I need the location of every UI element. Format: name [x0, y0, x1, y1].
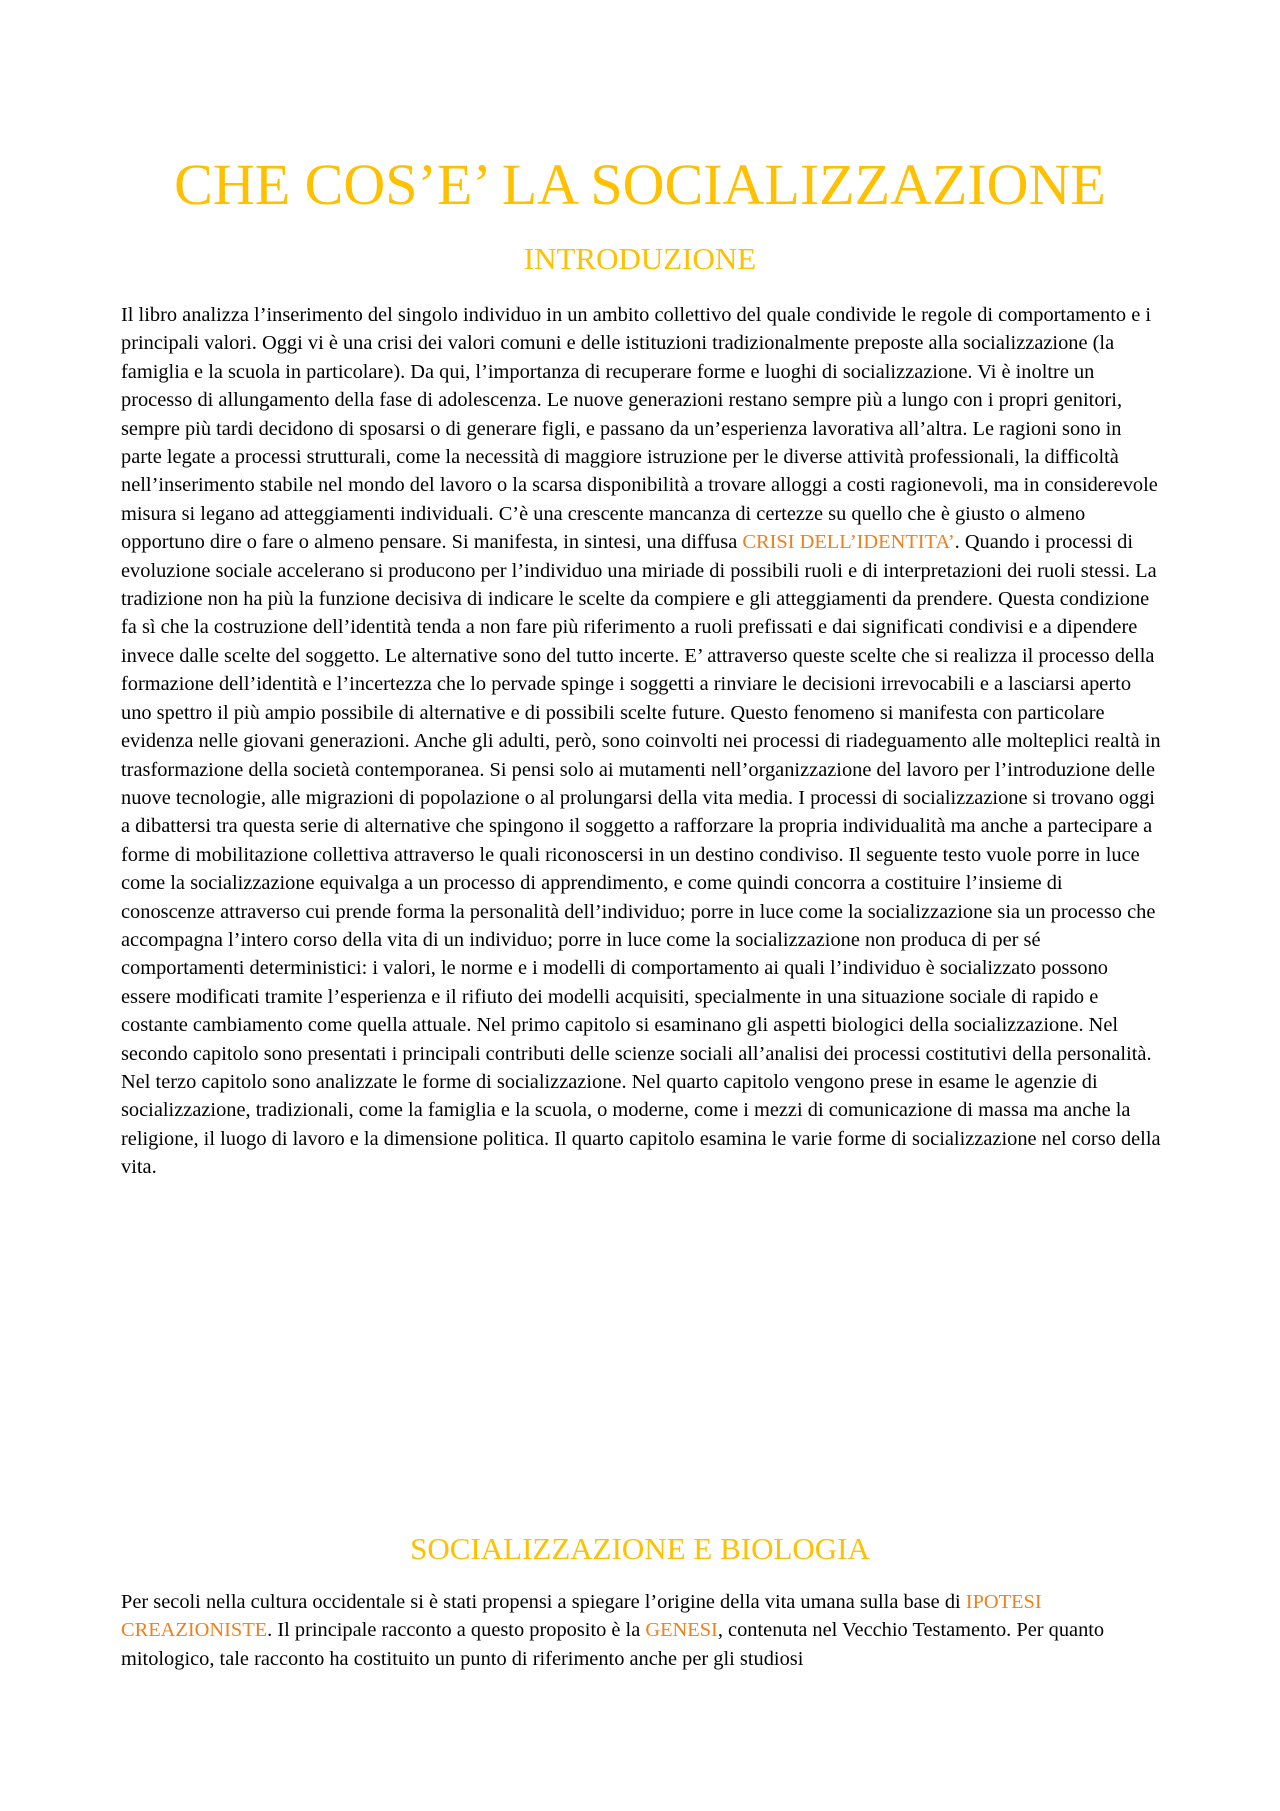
document-title: CHE COS’E’ LA SOCIALIZZAZIONE [174, 152, 1106, 217]
biology-text-part-1: Per secoli nella cultura occidentale si è stati propensi a spiegare l’origine della vita umana sulla base di [121, 1591, 966, 1613]
introduction-text-part-1: Il libro analizza l’inserimento del singolo individuo in un ambito collettivo del quale condivide le regole di comportamento e i principali valori. Oggi vi è una crisi dei valori comuni e delle istituzioni tradizionalmente preposte alla socializzazione (la famiglia e la scuola in particolare). Da qui, l’importanza di recuperare forme e luoghi di socializzazione. Vi è inoltre un processo di allungamento della fase di adolescenza. Le nuove generazioni restano sempre più a lungo con i propri genitori, sempre più tardi decidono di sposarsi o di generare figli, e passano da un’esperienza lavorativa all’altra. Le ragioni sono in parte legate a processi strutturali, come la necessità di maggiore istruzione per le diverse attività professionali, la difficoltà nell’inserimento stabile nel mondo del lavoro o la scarsa disponibilità a trovare alloggi a costi ragionevoli, ma in considerevole misura si legano ad atteggiamenti individuali. C’è una crescente mancanza di certezze su quello che è giusto o almeno opportuno dire o fare o almeno pensare. Si manifesta, in sintesi, una diffusa [121, 304, 1158, 554]
introduction-paragraph [121, 301, 1161, 1182]
highlight-ipotesi-creazioniste: IPOTESI CREAZIONISTE [121, 1591, 1042, 1642]
introduction-text-part-2: . Quando i processi di evoluzione sociale accelerano si producono per l’individuo una miriade di possibili ruoli e di interpretazioni dei ruoli stessi. La tradizione non ha più la funzione decisiva di indicare le scelte da compiere e gli atteggiamenti da prendere. Questa condizione fa sì che la costruzione dell’identità tenda a non fare più riferimento a ruoli prefissati e dai significati condivisi e a dipendere invece dalle scelte del soggetto. Le alternative sono del tutto incerte. E’ attraverso queste scelte che si realizza il processo della formazione dell’identità e l’incertezza che lo pervade spinge i soggetti a rinviare le decisioni irrevocabili e a lasciarsi aperto uno spettro il più ampio possibile di alternative e di possibili scelte future. Questo fenomeno si manifesta con particolare evidenza nelle giovani generazioni. Anche gli adulti, però, sono coinvolti nei processi di riadeguamento alle molteplici realtà in trasformazione della società contemporanea. Si pensi solo ai mutamenti nell’organizzazione del lavoro per l’introduzione delle nuove tecnologie, alle migrazioni di popolazione o al prolungarsi della vita media. I processi di socializzazione si trovano oggi a dibattersi tra questa serie di alternative che spingono il soggetto a rafforzare la propria individualità ma anche a partecipare a forme di mobilitazione collettiva attraverso le quali riconoscersi in un destino condiviso. Il seguente testo vuole porre in luce come la socializzazione equivalga a un processo di apprendimento, e come quindi concorra a costituire l’insieme di conoscenze attraverso cui prende forma la personalità dell’individuo; porre in luce come la socializzazione sia un processo che accompagna l’intero corso della vita di un individuo; porre in luce come la socializzazione non produca di per sé comportamenti deterministici: i valori, le norme e i modelli di comportamento ai quali l’individuo è socializzato possono essere modificati tramite l’esperienza e il rifiuto dei modelli acquisiti, specialmente in una situazione sociale di rapido e costante cambiamento come quella attuale. Nel primo capitolo si esaminano gli aspetti biologici della socializzazione. Nel secondo capitolo sono presentati i principali contributi delle scienze sociali all’analisi dei processi costitutivi della personalità. Nel terzo capitolo sono analizzate le forme di socializzazione. Nel quarto capitolo vengono prese in esame le agenzie di socializzazione, tradizionali, come la famiglia e la scuola, o moderne, come i mezzi di comunicazione di massa ma anche la religione, il luogo di lavoro e la dimensione politica. Il quarto capitolo esamina le varie forme di socializzazione nel corso della vita. [121, 531, 1161, 1179]
highlight-crisi-identita: CRISI DELL’IDENTITA’ [742, 531, 955, 554]
biology-text-part-2: . Il principale racconto a questo proposito è la [267, 1619, 646, 1642]
biology-text-part-3: , contenuta nel Vecchio Testamento. Per quanto mitologico, tale racconto ha costituito un punto di riferimento anche per gli studiosi [121, 1619, 1105, 1670]
highlight-genesi: GENESI [645, 1619, 718, 1642]
section-heading-biology: SOCIALIZZAZIONE E BIOLOGIA [410, 1531, 870, 1566]
section-heading-introduction: INTRODUZIONE [523, 241, 757, 276]
biology-paragraph [121, 1588, 1161, 1673]
